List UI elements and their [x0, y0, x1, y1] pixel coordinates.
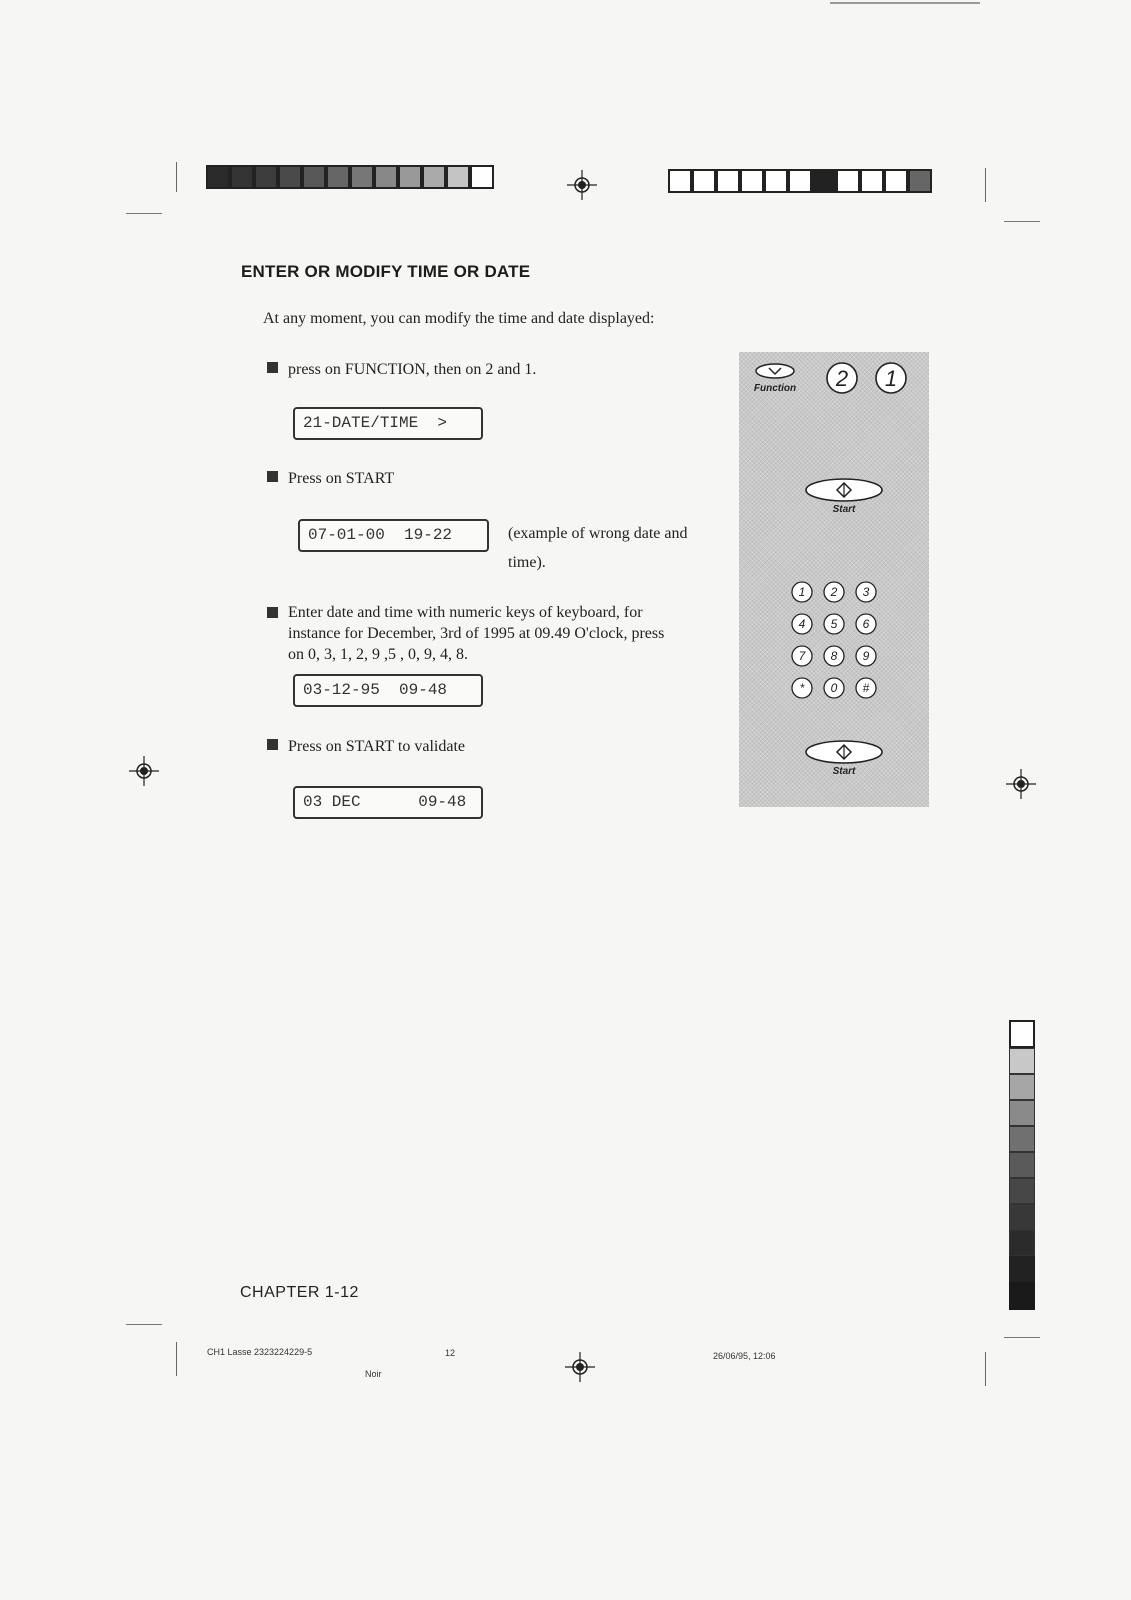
- digit-key: 8: [830, 649, 838, 663]
- grayscale-swatch: [1009, 1048, 1035, 1074]
- digit-key: 4: [798, 617, 806, 631]
- crosshair-icon: [565, 1352, 595, 1382]
- start-label: Start: [832, 766, 856, 777]
- start-key: [806, 479, 882, 515]
- lcd-display: 21-DATE/TIME >: [293, 407, 483, 440]
- crop-mark: [176, 162, 177, 192]
- grayscale-swatch: [1009, 1204, 1035, 1230]
- bullet-icon: [267, 739, 278, 750]
- key-2: [827, 363, 857, 393]
- grayscale-swatch: [1009, 1074, 1035, 1100]
- footer-timestamp: 26/06/95, 12:06: [713, 1351, 776, 1361]
- bullet-icon: [267, 362, 278, 373]
- numeric-keypad: [792, 582, 876, 698]
- step-text: Press on START: [288, 470, 395, 487]
- grayscale-strip-left: [206, 165, 494, 189]
- grayscale-swatch: [1009, 1100, 1035, 1126]
- footer-color: Noir: [365, 1369, 382, 1379]
- step-1: [267, 359, 536, 380]
- digit-key: 6: [862, 617, 870, 631]
- crop-mark: [126, 213, 162, 214]
- digit-key: 3: [862, 585, 870, 599]
- grayscale-swatch: [1009, 1256, 1035, 1282]
- grayscale-swatch: [1009, 1230, 1035, 1256]
- note-line: (example of wrong date and: [508, 525, 688, 542]
- step-3: [267, 602, 727, 665]
- step-4: [267, 736, 465, 757]
- function-key: [754, 364, 796, 394]
- function-label: Function: [753, 383, 797, 394]
- step-text: on 0, 3, 1, 2, 9 ,5 , 0, 9, 4, 8.: [288, 646, 468, 663]
- grayscale-swatch: [1009, 1178, 1035, 1204]
- key-1: [876, 363, 906, 393]
- footer-page-number: 12: [445, 1348, 456, 1358]
- lcd-display: 03 DEC 09-48: [293, 786, 483, 819]
- digit-key: 9: [862, 649, 870, 663]
- start-label: Start: [832, 504, 856, 515]
- digit-key: #: [862, 681, 870, 695]
- grayscale-swatch: [1009, 1152, 1035, 1178]
- intro-text: At any moment, you can modify the time and date displayed:: [263, 310, 655, 327]
- digit-key: 2: [830, 585, 838, 599]
- step-text: instance for December, 3rd of 1995 at 09.49 O'clock, press: [288, 625, 665, 642]
- example-note: [508, 519, 718, 577]
- grayscale-swatch: [1009, 1020, 1035, 1048]
- digit-key: 5: [830, 617, 838, 631]
- digit-key: *: [799, 681, 805, 695]
- step-text: press on FUNCTION, then on 2 and 1.: [288, 361, 537, 378]
- footer-job-id: CH1 Lasse 2323224229-5: [207, 1347, 313, 1357]
- step-text: Press on START to validate: [288, 738, 466, 755]
- digit-key: 1: [798, 585, 806, 599]
- crop-mark: [985, 1352, 986, 1386]
- digit-key: 0: [830, 681, 838, 695]
- registration-strip-right: [668, 169, 932, 193]
- crosshair-icon: [567, 170, 597, 200]
- crop-mark: [985, 168, 986, 202]
- digit-key: 7: [798, 649, 806, 663]
- crop-mark: [176, 1342, 177, 1376]
- grayscale-swatch: [1009, 1282, 1035, 1310]
- step-2: [267, 468, 394, 489]
- key-2-label: 2: [835, 366, 849, 391]
- key-1-label: 1: [884, 366, 898, 391]
- page-title: ENTER OR MODIFY TIME OR DATE: [241, 262, 531, 281]
- start-key: [806, 741, 882, 777]
- grayscale-swatch: [1009, 1126, 1035, 1152]
- lcd-display: 03-12-95 09-48: [293, 674, 483, 707]
- crop-mark: [126, 1324, 162, 1325]
- bullet-icon: [267, 607, 278, 618]
- chapter-label: CHAPTER 1-12: [240, 1284, 359, 1301]
- step-text: Enter date and time with numeric keys of keyboard, for: [288, 604, 643, 621]
- lcd-display: 07-01-00 19-22: [298, 519, 489, 552]
- crop-mark: [1004, 1337, 1040, 1338]
- bullet-icon: [267, 471, 278, 482]
- crop-mark: [830, 2, 980, 4]
- crosshair-icon: [1006, 769, 1036, 799]
- keypad-illustration: [739, 352, 929, 807]
- crop-mark: [1004, 221, 1040, 222]
- crosshair-icon: [129, 756, 159, 786]
- note-line: time).: [508, 554, 546, 571]
